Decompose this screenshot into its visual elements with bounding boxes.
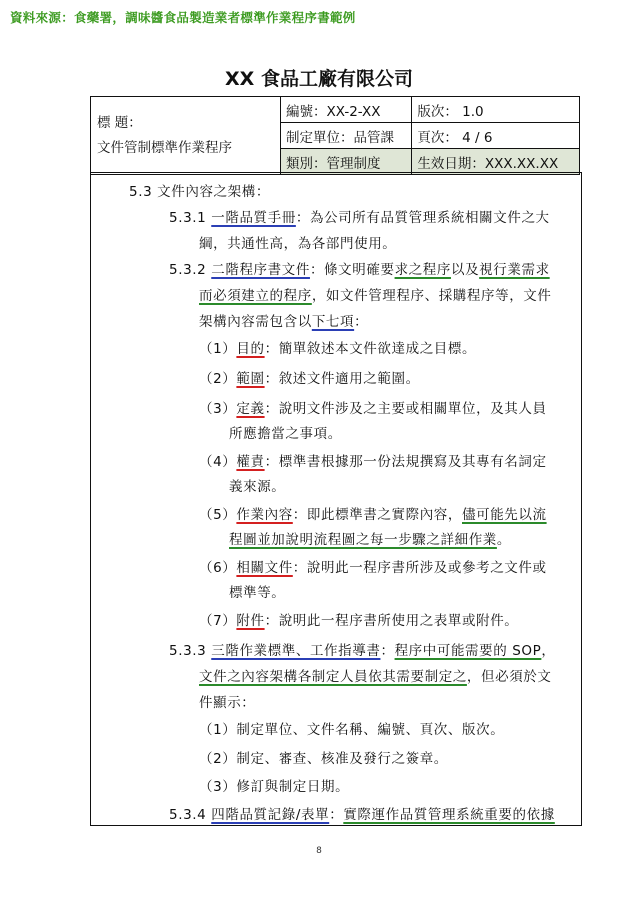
item-attachments [199,609,518,629]
item-definition-line-2: 所應擔當之事項。 [229,426,342,442]
item-6-term: 相關文件 [236,560,293,576]
title-value: 文件管制標準作業程序 [97,139,232,156]
doc-category: 類別：管理制度 [281,149,412,175]
item-4-text: ：標準書根據那一份法規撰寫及其專有名詞定 [264,454,547,470]
item-5-highlight-1: 儘可能先以流 [462,507,547,523]
section-5-3-1-line-1 [169,206,550,226]
s532-num: 5.3.2 [169,262,212,278]
item-3-text: ：說明文件涉及之主要或相關單位，及其人員 [264,401,547,417]
title-cell [91,97,281,175]
s531-num: 5.3.1 [169,210,212,226]
item-2-text: ：敘述文件適用之範圍。 [264,371,420,387]
section-5-3-2-line-2 [199,284,552,304]
s532-highlight-3: 而必須建立的程序 [199,288,312,304]
s532-text-d2: ： [354,314,369,330]
item-4-term: 權責 [236,454,265,470]
s532-text-b: 以及 [450,262,480,278]
s533-num: 5.3.3 [169,643,212,659]
s532-text-a: ：條文明確要 [309,262,395,278]
doc-version: 版次： 1.0 [412,97,580,123]
s533-item-2: （2）制定、審查、核准及發行之簽章。 [199,751,448,767]
s533-highlight-2: 文件之內容架構各制定人員依其需要制定之 [199,669,467,685]
s532-highlight-1: 求之程序 [394,262,451,278]
s534-colon: ： [329,807,344,823]
s533-colon: ： [380,643,395,659]
s532-seven-items: 下七項 [311,314,355,330]
doc-unit: 制定單位：品管課 [281,123,412,149]
s533-highlight-1: 程序中可能需要的 SOP [394,643,542,659]
item-responsibility [199,450,547,470]
item-5-num: （5） [199,507,237,523]
item-4-num: （4） [199,454,237,470]
item-5-term: 作業內容 [236,507,293,523]
s532-term: 二階程序書文件 [211,262,310,278]
item-5-text-a: ：即此標準書之實際內容， [292,507,462,523]
document-info-table [90,96,580,175]
item-6-num: （6） [199,560,237,576]
item-2-term: 範圍 [236,371,265,387]
s531-text-1: ：為公司所有品質管理系統相關文件之大 [295,210,550,226]
section-5-3-4-line-1 [169,803,555,823]
item-procedure [199,503,547,523]
item-5-text-b: 。 [496,532,512,548]
item-7-term: 附件 [236,613,265,629]
section-5-3-3-line-1 [169,639,556,659]
s533-comma: ， [541,643,556,659]
item-1-text: ：簡單敘述本文件欲達成之目標。 [264,341,477,357]
item-1-term: 目的 [236,341,265,357]
company-title: XX 食品工廠有限公司 [225,68,413,90]
section-5-3-3-line-2 [199,665,552,685]
s531-term: 一階品質手冊 [211,210,296,226]
item-3-term: 定義 [236,401,265,417]
source-caption: 資料來源：食藥署，調味醬食品製造業者標準作業程序書範例 [10,10,356,25]
section-5-3-1-line-2: 綱，共通性高，為各部門使用。 [199,236,397,252]
section-5-3-heading: 5.3 文件內容之架構： [129,184,270,200]
doc-number: 編號：XX-2-XX [281,97,412,123]
item-related-docs [199,556,547,576]
s533-item-3: （3）修訂與制定日期。 [199,779,350,795]
doc-effective-date: 生效日期：XXX.XX.XX [412,149,580,175]
doc-page: 頁次： 4 / 6 [412,123,580,149]
s533-term: 三階作業標準、工作指導書 [211,643,381,659]
item-5-highlight-2: 程圖並加說明流程圖之每一步驟之詳細作業 [229,532,497,548]
s532-highlight-2: 視行業需求 [479,262,550,278]
title-label: 標 題： [97,114,142,131]
s534-highlight: 實際運作品質管理系統重要的依據 [343,807,555,823]
item-procedure-line-2 [229,528,511,548]
s533-text-c: ，但必須於文 [466,669,552,685]
item-7-num: （7） [199,613,237,629]
item-responsibility-line-2: 義來源。 [229,479,286,495]
item-7-text: ：說明此一程序書所使用之表單或附件。 [264,613,519,629]
item-2-num: （2） [199,371,237,387]
s534-num: 5.3.4 [169,807,212,823]
page-number: 8 [316,846,322,856]
section-5-3-2-line-3 [199,310,368,330]
item-1-num: （1） [199,341,237,357]
item-related-docs-line-2: 標準等。 [229,585,286,601]
item-definition [199,397,547,417]
s532-text-d1: 架構內容需包含以 [199,314,312,330]
s533-item-1: （1）制定單位、文件名稱、編號、頁次、版次。 [199,722,505,738]
item-6-text: ：說明此一程序書所涉及或參考之文件或 [292,560,547,576]
item-3-num: （3） [199,401,237,417]
section-5-3-3-line-3: 件顯示： [199,695,256,711]
item-purpose [199,337,476,357]
section-5-3-2-line-1 [169,258,550,278]
item-scope [199,367,420,387]
s532-text-c: ，如文件管理程序、採購程序等，文件 [311,288,552,304]
s534-term: 四階品質記錄/表單 [211,807,330,823]
